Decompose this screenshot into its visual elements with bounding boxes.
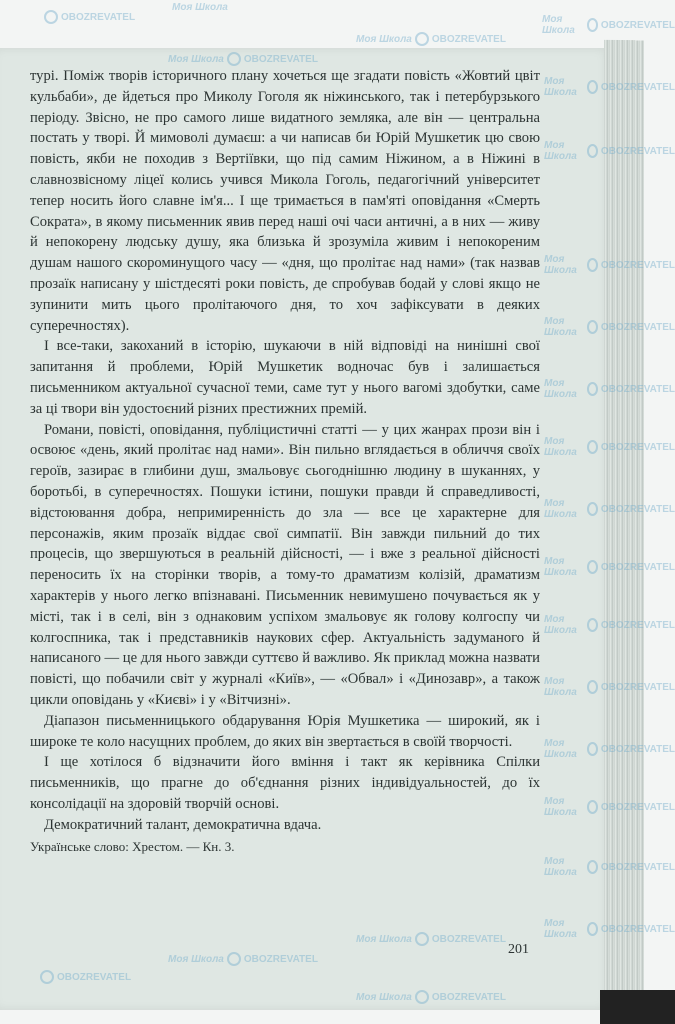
watermark: Моя Школа OBOZREVATEL <box>544 738 675 760</box>
watermark: Моя Школа <box>172 2 228 13</box>
watermark: Моя Школа OBOZREVATEL <box>544 676 675 698</box>
watermark: Моя Школа OBOZREVATEL <box>544 436 675 458</box>
paragraph: турі. Поміж творів історичного плану хочеться ще згадати повість «Жовтий цвіт кульбаби», де йдеться про Миколу Гоголя як ніжинського, так і петербурзького періоду. Звісно, не про самого лише видатного земляка, але він — центральна постать у творі. Й мимоволі думаєш: а чи написав би Юрій Мушкетик цю свою повість, якби не походив з Вертіївки, що під самим Ніжином, а в Ніжині в славнозвісному ліцеї колись учився Микола Гоголь, педагогічний університет тепер носить його славне ім'я... І ще тримається в пам'яті оповідання «Смерть Сократа», в якому письменник явив перед наші очі часи античні, а в них — живу й непокорену людську душу, яка близька й зрозуміла живим і непокореним душам нашого скороминущого часу — «дня, що пролітає над нами» (так назвав прозаїк написану у шістдесяті роки повість, де спробував бодай у слові якщо не зупинити мить цього пролітаючого дня, то хоч зафіксувати в деяких суперечностях). <box>30 68 540 334</box>
watermark: OBOZREVATEL <box>40 970 131 984</box>
watermark: Моя Школа OBOZREVATEL <box>544 796 675 818</box>
watermark: Моя Школа OBOZREVATEL <box>544 140 675 162</box>
corner-shadow <box>600 990 675 1024</box>
paragraph: Демократичний талант, демократична вдача. <box>44 816 322 833</box>
page-number: 201 <box>508 942 529 957</box>
watermark: Моя Школа OBOZREVATEL <box>168 953 318 965</box>
watermark: Моя Школа OBOZREVATEL <box>544 614 675 636</box>
paragraph: І все-таки, закоханий в історію, шукаючи в ній відповіді на нинішні свої запитання й проблеми, Юрій Мушкетик водночас був і залишається письменником актуальної сучасної теми, саме тут у нього вагомі здобутки, саме за ці твори він удостоєний різних престижних премій. <box>30 338 540 417</box>
source-citation: Українське слово: Хрестом. — Кн. 3. <box>30 839 235 855</box>
watermark: Моя Школа OBOZREVATEL <box>544 76 675 98</box>
page-edges <box>604 40 644 1015</box>
obozrevatel-logo-icon <box>587 18 598 32</box>
watermark: Моя Школа OBOZREVATEL <box>544 254 675 276</box>
paragraph: Діапазон письменницького обдарування Юрія Мушкетика — широкий, як і широке те коло насущних проблем, до яких він звертається в своїй творчості. <box>30 712 540 750</box>
watermark: Моя Школа OBOZREVATEL <box>542 14 675 36</box>
obozrevatel-logo-icon <box>44 10 58 24</box>
watermark: Моя Школа OBOZREVATEL <box>544 378 675 400</box>
paragraph: І ще хотілося б відзначити його вміння і такт як керівника Спілки письменників, що прагне до об'єднання різних індивідуальностей, до їх консолідації на здоровій творчій основі. <box>30 754 540 812</box>
watermark: Моя Школа OBOZREVATEL <box>544 556 675 578</box>
watermark: Моя Школа OBOZREVATEL <box>544 316 675 338</box>
main-text <box>30 66 540 858</box>
watermark: Моя Школа OBOZREVATEL <box>356 933 506 945</box>
watermark: Моя Школа OBOZREVATEL <box>544 856 675 878</box>
watermark: Моя Школа OBOZREVATEL <box>356 991 506 1003</box>
obozrevatel-logo-icon <box>415 32 429 46</box>
watermark: Моя Школа OBOZREVATEL <box>356 33 506 45</box>
watermark: Моя Школа OBOZREVATEL <box>544 918 675 940</box>
watermark: OBOZREVATEL <box>44 10 135 24</box>
watermark: Моя Школа OBOZREVATEL <box>544 498 675 520</box>
paragraph: Романи, повісті, оповідання, публіцистичні статті — у цих жанрах прози він і освоює «день, який пролітає над нами». Він пильно вглядається в обличчя своїх героїв, зазирає в глибини душ, змальовує сьогоднішню людину в шуканнях, у боротьбі, в суперечностях. Пошуки істини, пошуки правди й справедливості, відстоювання добра, непримиренність до зла — все це характерне для персонажів, яким прозаїк віддає свої симпатії. Він завжди пильний до тих процесів, що звершуються в реальній дійсності, — і вже з реальної дійсності переносить їх на сторінки творів, а тому-то драматизм колізій, драматизм характерів у нього легко впізнавані. Письменник невимушено почувається як у місті, так і в селі, він з однаковим успіхом змальовує як голову колгоспу чи колгоспника, так і представників наукових сфер. Актуальність задуманого й написаного — це для нього завжди суттєво й важливо. Як приклад можна назвати повісті, що побачили світ у журналі «Київ», — «Обвал» і «Динозавр», а також цикли оповідань у «Києві» і у «Вітчизні». <box>30 421 540 708</box>
watermark: Моя Школа OBOZREVATEL <box>168 53 318 65</box>
